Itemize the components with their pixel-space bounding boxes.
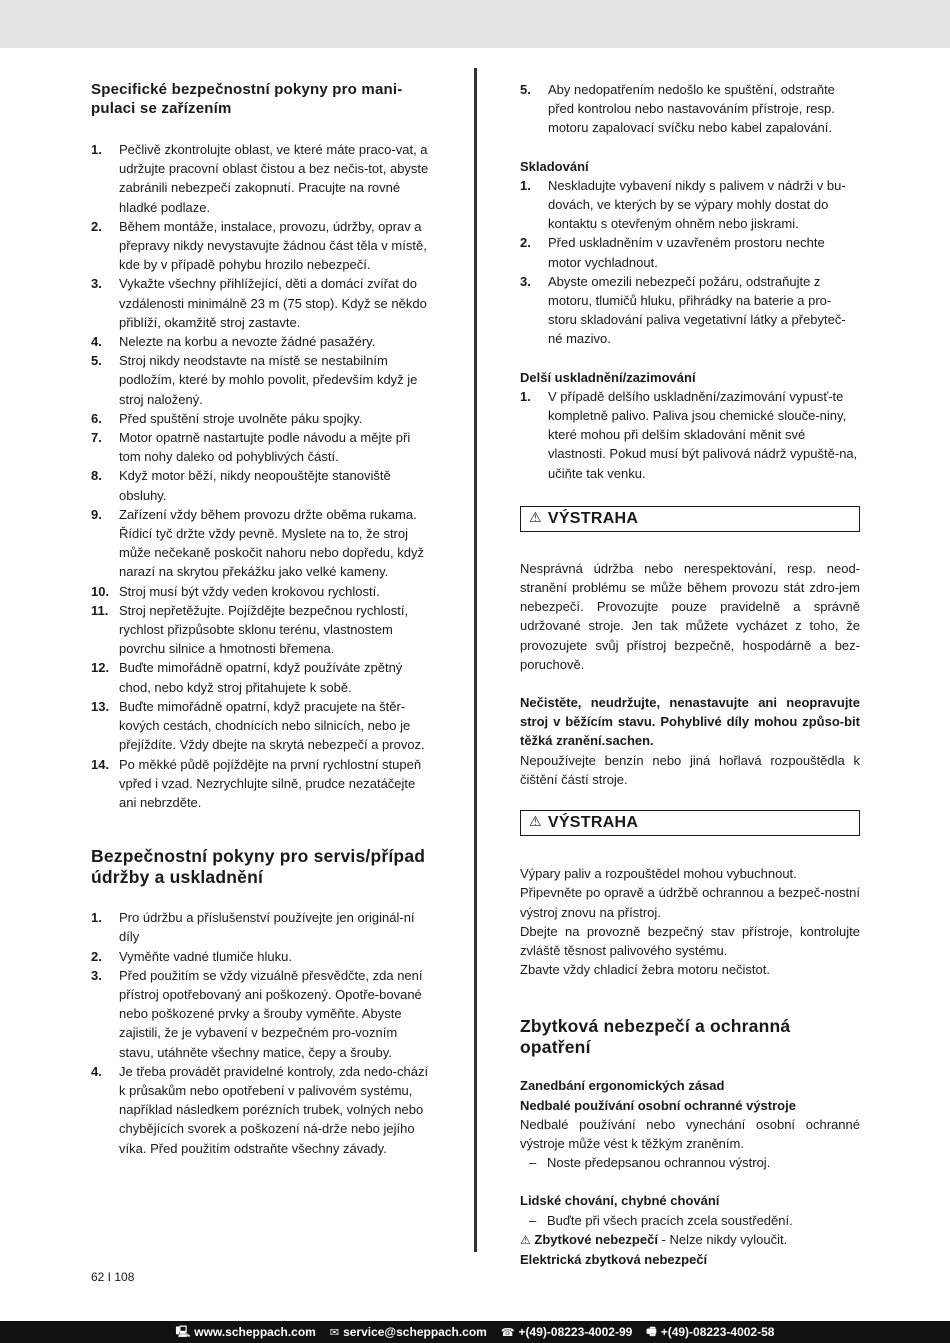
list-item: 4. Je třeba provádět pravidelné kontroly, zda nedo-chází k průsakům nebo opotřebení v palivovém systému, například následkem porézních trubek, volných nebo chybějících svorek a poškození ná-drže nebo jejího víka. Před použitím odstraňte všechny závady.: [91, 1063, 429, 1156]
left-column: [91, 80, 429, 1158]
list-item: 3. Vykažte všechny přihlížející, děti a domácí zvířat do vzdálenosti minimálně 23 m (75 stop). Když se někdo přiblíží, okamžitě stroj zastavte.: [91, 276, 427, 330]
list-item: 11. Stroj nepřetěžujte. Pojíždějte bezpečnou rychlostí, rychlost přizpůsobte sklonu terénu, vlastnostem povrchu silnice a hmotnosti břemena.: [91, 602, 409, 657]
list-item: 13. Buďte mimořádně opatrní, když pracujete na štěr-kových cestách, chodnících nebo silnicích, nebo je přejíždíte. Vždy dbejte na skrytá nebezpečí a provoz.: [91, 698, 425, 753]
ergonomic-title: Zanedbání ergonomických zásad: [520, 1078, 725, 1094]
top-band: [0, 0, 950, 48]
list-item: 10. Stroj musí být vždy veden krokovou rychlostí.: [91, 583, 380, 599]
ppe-title: Nedbalé používání osobní ochranné výstroje: [520, 1097, 796, 1113]
footer-fax[interactable]: 🖷 +(49)-08223-4002-58: [646, 1323, 774, 1342]
warning1-bold: Nečistěte, neudržujte, nenastavujte ani neopravujte stroj v běžícím stavu. Pohyblivé díly mohou způso-bit těžká zranění.sachen.: [520, 695, 860, 749]
list-item: 2. Během montáže, instalace, provozu, údržby, oprav a přepravy nikdy nevystavujte žádnou část těla v místě, kde by v případě pohybu hrozilo nebezpečí.: [91, 218, 427, 273]
list-item: 4. Nelezte na korbu a nevozte žádné pasažéry.: [91, 334, 376, 350]
list-item: 5. Stroj nikdy neodstavte na místě se nestabilním podložím, které by mohlo povolit, především když je stroj naložený.: [91, 353, 418, 407]
list-item: 2. Před uskladněním v uzavřeném prostoru nechte motor vychladnout.: [520, 235, 825, 270]
footer-email[interactable]: ✉ service@scheppach.com: [329, 1325, 487, 1339]
mail-icon: ✉: [329, 1325, 340, 1339]
warning-box-1: ⚠ VÝSTRAHA: [520, 506, 860, 532]
computer-icon: 🖳: [175, 1324, 191, 1338]
list-item: 14. Po měkké půdě pojíždějte na první rychlostní stupeň vpřed i vzad. Nezrychlujte silně, prudce nezatáčejte ani nebrzděte.: [91, 756, 422, 810]
electric-title: Elektrická zbytková nebezpečí: [520, 1251, 708, 1267]
residual-line: ⚠ Zbytkové nebezpečí - Nelze nikdy vyloučit.: [520, 1231, 788, 1247]
list-item: 3. Před použitím se vždy vizuálně přesvědčte, zda není přístroj opotřebovaný ani poškozený. Opotře-bované nebo poškozené prvky a šrouby vyměňte. Abyste zajistili, že je vybavení v bezpečném pro-vozním stavu, utáhněte všechny matice, čepy a šrouby.: [91, 967, 423, 1060]
page-number: 62 I 108: [91, 1270, 135, 1284]
section2-title: Bezpečnostní pokyny pro servis/případ údržby a uskladnění: [91, 846, 426, 888]
list-item: 9. Zařízení vždy během provozu držte oběma rukama. Řídicí tyč držte vždy pevně. Myslete na to, že stroj může nečekaně poskočit nahoru nebo dopředu, když narazí na skrytou překážku jako velké kameny.: [91, 506, 424, 580]
footer-phone[interactable]: ☎ +(49)-08223-4002-99: [500, 1325, 633, 1339]
footer-web[interactable]: 🖳 www.scheppach.com: [176, 1323, 316, 1342]
list-item: 1. Pečlivě zkontrolujte oblast, ve které máte praco-vat, a udržujte pracovní oblast čistou a bez nečis-tot, abyste zabránili nebezpečí zakopnutí. Pracujte na rovné hladké podlaze.: [91, 142, 429, 215]
list-item: 5. Aby nedopatřením nedošlo ke spuštění, odstraňte před kontrolou nebo nastavováním přístroje, resp. motoru zapalovací svíčku nebo kabel zapalování.: [520, 82, 835, 136]
warning2-text: Výpary paliv a rozpouštědel mohou vybuchnout. Připevněte po opravě a údržbě ochrannou a bezpeč-nostní výstroj znovu na přístroj. Dbejte na provozně bezpečný stav přístroje, kontrolujte zvláště těsnost palivového systému. Zbavte vždy chladicí žebra motoru nečistot.: [520, 866, 860, 978]
right-column: [520, 80, 860, 1269]
warning-box-2: ⚠ VÝSTRAHA: [520, 810, 860, 836]
maintenance-item-5: [520, 80, 860, 138]
list-item: 8. Když motor běží, nikdy neopouštějte stanoviště obsluhy.: [91, 468, 391, 503]
warning1-after: Nepoužívejte benzín nebo jiná hořlavá rozpouštědla k čištění částí stroje.: [520, 752, 860, 787]
human-dash-item: – Buďte při všech pracích zcela soustředění.: [520, 1211, 860, 1230]
list-item: 1. V případě delšího uskladnění/zazimování vypusť-te kompletně palivo. Paliva jsou chemické slouče-niny, které mohou při delším skladování měnit své vlastnosti. Pokud musí být palivová nádrž vypuště-na, učiňte tak venku.: [520, 388, 858, 481]
column-divider: [474, 68, 477, 1252]
ppe-text: Nedbalé používání nebo vynechání osobní ochranné výstroje může vést k těžkým zraněním.: [520, 1116, 860, 1151]
longterm-list: [520, 387, 860, 483]
ppe-dash-item: – Noste předepsanou ochrannou výstroj.: [520, 1153, 860, 1172]
list-item: 12. Buďte mimořádně opatrní, když používáte zpětný chod, nebo když stroj přitahujete k sobě.: [91, 660, 403, 695]
human-title: Lidské chování, chybné chování: [520, 1193, 720, 1209]
list-item: 1. Neskladujte vybavení nikdy s palivem v nádrži v bu-dovách, ve kterých by se výpary mohly dostat do kontaktu s otevřeným ohněm nebo jiskrami.: [520, 177, 846, 232]
list-item: 7. Motor opatrně nastartujte podle návodu a mějte při tom nohy daleko od pohyblivých částí.: [91, 430, 411, 465]
warning-triangle-icon: ⚠: [529, 814, 542, 831]
list-item: 2. Vyměňte vadné tlumiče hluku.: [91, 948, 292, 964]
warning-triangle-icon: ⚠: [529, 510, 542, 527]
longterm-title: Delší uskladnění/zazimování: [520, 369, 696, 385]
section1-title: Specifické bezpečnostní pokyny pro mani-pulaci se zařízením: [91, 81, 403, 117]
section2-list: [91, 908, 429, 1158]
warning1-text: Nesprávná údržba nebo nerespektování, resp. neod-stranění problému se může během provozu stát zdro-jem nebezpečí. Provozujte pouze pravidelně a správně udržované stroje. Jen tak můžete vycházet z toho, že provozujete svůj přístroj bezpečně, hospodárně a bez-poruchově.: [520, 560, 860, 672]
phone-icon: ☎: [500, 1325, 515, 1339]
storage-title: Skladování: [520, 158, 589, 174]
footer-bar: [0, 1321, 950, 1343]
list-item: 1. Pro údržbu a příslušenství používejte jen originál-ní díly: [91, 910, 415, 945]
storage-list: [520, 176, 860, 349]
residual-title: Zbytková nebezpečí a ochranná opatření: [520, 1016, 791, 1058]
list-item: 6. Před spuštění stroje uvolněte páku spojky.: [91, 410, 363, 426]
list-item: 3. Abyste omezili nebezpečí požáru, odstraňujte z motoru, tlumičů hluku, přihrádky na baterie a pro-storu skladování paliva vegetativní látky a přebyteč-né mazivo.: [520, 273, 846, 347]
section1-list: [91, 140, 429, 812]
warning-triangle-icon: ⚠: [520, 1232, 531, 1247]
fax-icon: 🖷: [646, 1324, 657, 1338]
